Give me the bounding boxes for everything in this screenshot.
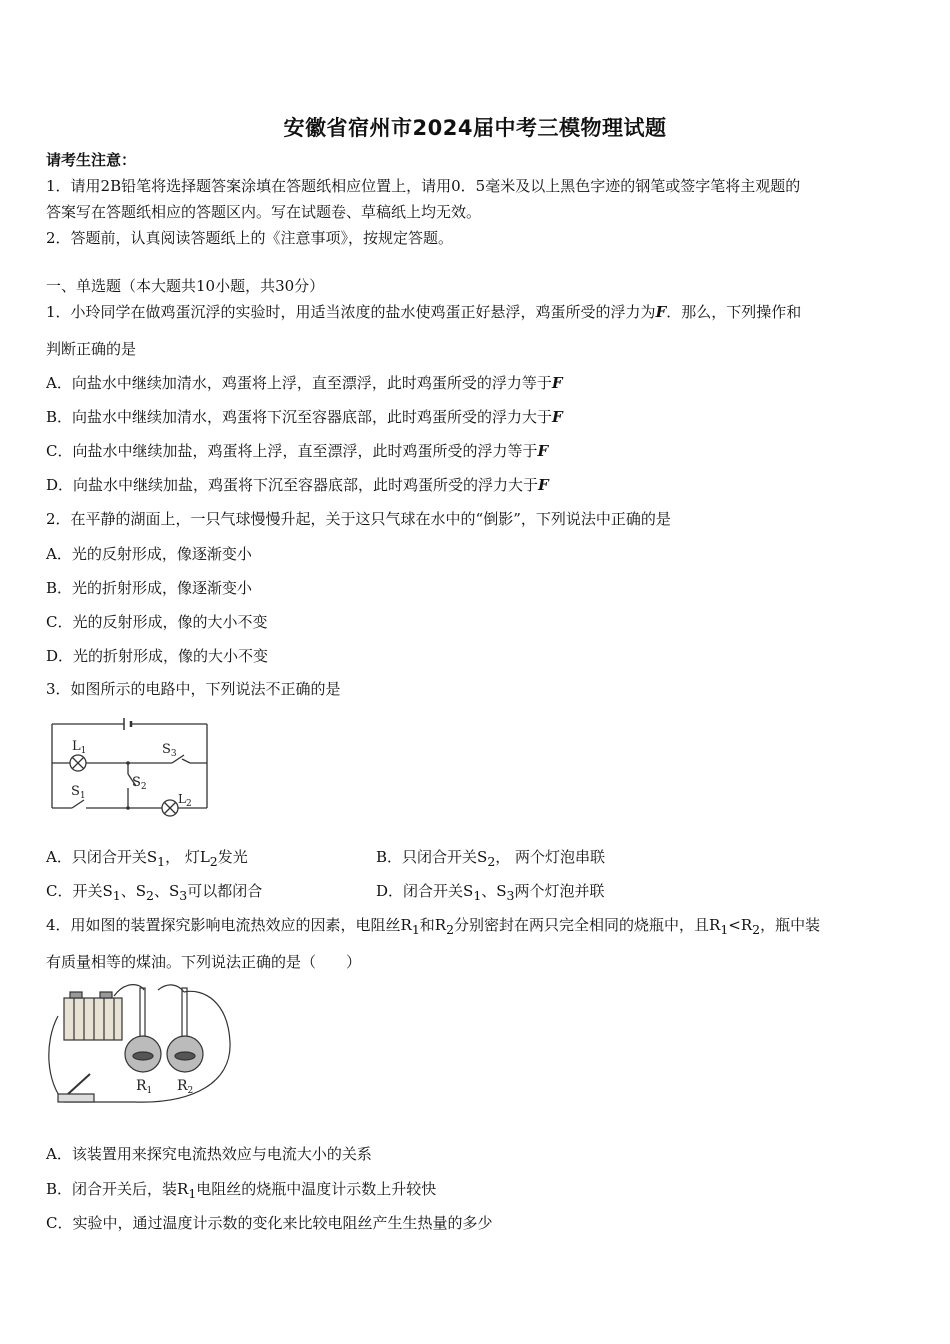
q1-option-c[interactable]: C．向盐水中继续加盐，鸡蛋将上浮，直至漂浮，此时鸡蛋所受的浮力等于F — [46, 442, 549, 460]
q3-option-c[interactable]: C．开关$S_1$、$S_2$、$S_3$可以都闭合 — [46, 882, 263, 903]
page-title: 安徽省宿州市2024届中考三模物理试题 — [283, 116, 667, 140]
heating-apparatus-diagram — [44, 982, 240, 1112]
notice-item-1-line-2: 答案写在答题纸相应的答题区内。写在试题卷、草稿纸上均无效。 — [46, 203, 482, 221]
label-R1: $R_1$ — [136, 1078, 153, 1096]
label-L1: $L_1$ — [72, 739, 87, 756]
q4-stem-line-2: 有质量相等的煤油。下列说法正确的是（ ） — [46, 953, 362, 971]
q2-option-a[interactable]: A．光的反射形成，像逐渐变小 — [46, 545, 252, 563]
q4-option-c[interactable]: C．实验中，通过温度计示数的变化来比较电阻丝产生生热量的多少 — [46, 1214, 493, 1232]
q4-option-b[interactable]: B．闭合开关后，装$R_1$电阻丝的烧瓶中温度计示数上升较快 — [46, 1180, 437, 1201]
notice-heading: 请考生注意： — [46, 151, 137, 169]
q2-stem: 2．在平静的湖面上，一只气球慢慢升起，关于这只气球在水中的“倒影”，下列说法中正确的是 — [46, 510, 671, 528]
label-L2: $L_2$ — [178, 792, 192, 809]
label-S1: $S_1$ — [71, 784, 86, 801]
q1-stem-line-2: 判断正确的是 — [46, 340, 137, 358]
label-R2: $R_2$ — [177, 1078, 194, 1096]
label-S2: $S_2$ — [132, 775, 147, 792]
circuit-diagram — [44, 712, 214, 820]
section-heading: 一、单选题（本大题共10小题，共30分） — [46, 277, 325, 295]
q1-option-b[interactable]: B．向盐水中继续加清水，鸡蛋将下沉至容器底部，此时鸡蛋所受的浮力大于F — [46, 408, 563, 426]
q3-option-d[interactable]: D．闭合开关$S_1$、$S_3$两个灯泡并联 — [376, 882, 605, 903]
q1-stem-line-1: 1．小玲同学在做鸡蛋沉浮的实验时，用适当浓度的盐水使鸡蛋正好悬浮，鸡蛋所受的浮力为F．那么，下列操作和 — [46, 303, 802, 321]
q1-option-d[interactable]: D．向盐水中继续加盐，鸡蛋将下沉至容器底部，此时鸡蛋所受的浮力大于F — [46, 476, 549, 494]
q3-stem: 3．如图所示的电路中，下列说法不正确的是 — [46, 680, 341, 698]
label-S3: $S_3$ — [162, 742, 177, 759]
q2-option-c[interactable]: C．光的反射形成，像的大小不变 — [46, 613, 268, 631]
q3-option-a[interactable]: A．只闭合开关$S_1$， 灯$L_2$发光 — [46, 848, 248, 869]
notice-item-1-line-1: 1．请用2B铅笔将选择题答案涂填在答题纸相应位置上，请用0．5毫米及以上黑色字迹的钢笔或签字笔将主观题的 — [46, 177, 801, 195]
notice-item-2: 2．答题前，认真阅读答题纸上的《注意事项》，按规定答题。 — [46, 229, 454, 247]
q2-option-b[interactable]: B．光的折射形成，像逐渐变小 — [46, 579, 253, 597]
q1-option-a[interactable]: A．向盐水中继续加清水，鸡蛋将上浮，直至漂浮，此时鸡蛋所受的浮力等于F — [46, 374, 563, 392]
q3-option-b[interactable]: B．只闭合开关$S_2$， 两个灯泡串联 — [376, 848, 606, 869]
q2-option-d[interactable]: D．光的折射形成，像的大小不变 — [46, 647, 269, 665]
q4-stem-line-1: 4．用如图的装置探究影响电流热效应的因素，电阻丝$R_1$和$R_2$分别密封在两只完全相同的烧瓶中，且$R_1<R_2$，瓶中装 — [46, 916, 821, 937]
q4-option-a[interactable]: A．该装置用来探究电流热效应与电流大小的关系 — [46, 1145, 372, 1163]
